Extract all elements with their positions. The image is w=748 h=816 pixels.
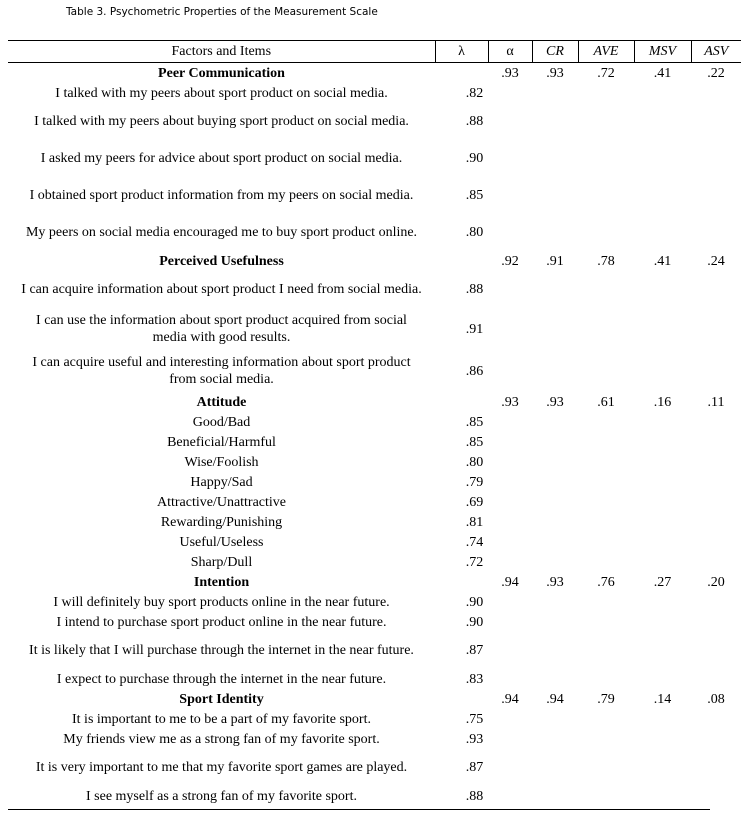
item-text: Attractive/Unattractive	[156, 494, 287, 510]
item-row	[8, 729, 741, 749]
header-asv: ASV	[691, 41, 741, 63]
factor-row	[8, 572, 741, 592]
factor-row	[8, 689, 741, 709]
item-lambda: .91	[465, 321, 484, 337]
item-row	[8, 472, 741, 492]
item-lambda: .81	[465, 514, 484, 530]
factor-cr: .93	[546, 394, 564, 410]
item-lambda: .85	[465, 188, 484, 203]
header-factors-items: Factors and Items	[8, 41, 435, 63]
factor-name: Peer Communication	[158, 65, 285, 81]
item-lambda: .83	[465, 671, 484, 687]
item-text: I intend to purchase sport product online in the near future.	[56, 614, 387, 630]
item-row	[8, 612, 741, 632]
item-row	[8, 709, 741, 729]
table-bottom-rule	[8, 809, 710, 810]
item-lambda: .88	[465, 114, 484, 129]
item-text: Beneficial/Harmful	[167, 434, 276, 450]
item-row	[8, 552, 741, 572]
item-row	[8, 350, 741, 392]
factor-ave: .72	[597, 65, 615, 81]
item-row	[8, 492, 741, 512]
item-lambda: .69	[465, 494, 484, 510]
item-row	[8, 669, 741, 689]
item-text: Rewarding/Punishing	[160, 514, 283, 530]
factor-name: Sport Identity	[179, 691, 264, 707]
item-text: I will definitely buy sport products online in the near future.	[53, 594, 390, 610]
factor-asv: .24	[707, 253, 725, 269]
factor-name: Intention	[193, 574, 250, 590]
factor-row	[8, 251, 741, 271]
factor-asv: .22	[707, 65, 725, 81]
item-lambda: .82	[465, 85, 484, 101]
item-text: Wise/Foolish	[184, 454, 259, 470]
item-row	[8, 512, 741, 532]
factor-msv: .41	[653, 253, 672, 269]
item-row	[8, 177, 741, 214]
factor-cr: .93	[546, 65, 564, 81]
item-row	[8, 452, 741, 472]
item-text: My peers on social media encouraged me to buy sport product online.	[25, 225, 418, 240]
header-msv: MSV	[634, 41, 691, 63]
item-row	[8, 532, 741, 552]
header-alpha: α	[488, 41, 532, 63]
item-text: Happy/Sad	[190, 474, 253, 490]
item-row	[8, 214, 741, 251]
header-ave: AVE	[578, 41, 634, 63]
item-lambda: .90	[465, 614, 484, 630]
factor-name: Perceived Usefulness	[159, 253, 284, 269]
factor-msv: .41	[653, 65, 672, 81]
item-row	[8, 412, 741, 432]
item-lambda: .85	[465, 434, 484, 450]
psychometric-table	[8, 40, 741, 806]
item-text: I can use the information about sport product acquired from social media with good results.	[36, 313, 407, 345]
item-text: Sharp/Dull	[190, 554, 253, 570]
factor-ave: .61	[597, 394, 615, 410]
factor-msv: .16	[653, 394, 672, 410]
factor-asv: .11	[707, 394, 725, 410]
item-row	[8, 140, 741, 177]
table-caption: Table 3. Psychometric Properties of the Measurement Scale	[66, 6, 378, 18]
factor-msv: .14	[653, 691, 672, 707]
item-row	[8, 432, 741, 452]
factor-row	[8, 63, 741, 84]
item-row	[8, 786, 741, 806]
item-text: I expect to purchase through the internet in the near future.	[56, 671, 387, 687]
item-lambda: .79	[465, 474, 484, 490]
factor-alpha: .93	[501, 394, 519, 410]
item-row	[8, 271, 741, 308]
item-lambda: .90	[465, 594, 484, 610]
item-text: I can acquire information about sport product I need from social media.	[21, 282, 422, 297]
item-lambda: .90	[465, 151, 484, 166]
item-text: Good/Bad	[192, 414, 251, 430]
item-lambda: .85	[465, 414, 484, 430]
header-lambda: λ	[435, 41, 488, 63]
item-row	[8, 308, 741, 350]
item-text: It is very important to me that my favorite sport games are played.	[35, 760, 408, 775]
factor-alpha: .94	[501, 691, 519, 707]
factor-cr: .94	[546, 691, 564, 707]
item-text: I can acquire useful and interesting information about sport product from social media.	[32, 355, 411, 387]
item-lambda: .80	[465, 454, 484, 470]
item-lambda: .74	[465, 534, 484, 550]
item-row	[8, 592, 741, 612]
item-lambda: .93	[465, 731, 484, 747]
header-cr: CR	[532, 41, 578, 63]
item-lambda: .87	[465, 643, 484, 658]
item-row	[8, 103, 741, 140]
factor-alpha: .92	[501, 253, 519, 269]
item-lambda: .75	[465, 711, 484, 727]
item-text: Useful/Useless	[179, 534, 264, 550]
item-row	[8, 83, 741, 103]
factor-alpha: .93	[501, 65, 519, 81]
item-lambda: .88	[465, 282, 484, 297]
factor-cr: .91	[546, 253, 564, 269]
item-text: I talked with my peers about sport product on social media.	[55, 85, 388, 101]
item-text: I asked my peers for advice about sport product on social media.	[40, 151, 403, 166]
factor-asv: .08	[707, 691, 725, 707]
item-lambda: .88	[465, 788, 484, 804]
factor-ave: .78	[597, 253, 615, 269]
item-row	[8, 749, 741, 786]
item-text: I see myself as a strong fan of my favorite sport.	[86, 788, 357, 804]
item-row	[8, 632, 741, 669]
factor-asv: .20	[707, 574, 725, 590]
item-lambda: .86	[465, 363, 484, 379]
item-text: It is likely that I will purchase through the internet in the near future.	[29, 643, 414, 658]
item-text: My friends view me as a strong fan of my favorite sport.	[63, 731, 380, 747]
factor-msv: .27	[653, 574, 672, 590]
item-lambda: .80	[465, 225, 484, 240]
factor-ave: .76	[597, 574, 615, 590]
factor-cr: .93	[546, 574, 564, 590]
header-row	[8, 41, 741, 63]
factor-ave: .79	[597, 691, 615, 707]
factor-alpha: .94	[501, 574, 519, 590]
item-lambda: .87	[465, 760, 484, 775]
item-lambda: .72	[465, 554, 484, 570]
item-text: It is important to me to be a part of my favorite sport.	[72, 711, 371, 727]
item-text: I obtained sport product information from my peers on social media.	[29, 188, 414, 203]
factor-name: Attitude	[196, 394, 247, 410]
factor-row	[8, 392, 741, 412]
item-text: I talked with my peers about buying sport product on social media.	[34, 114, 409, 129]
